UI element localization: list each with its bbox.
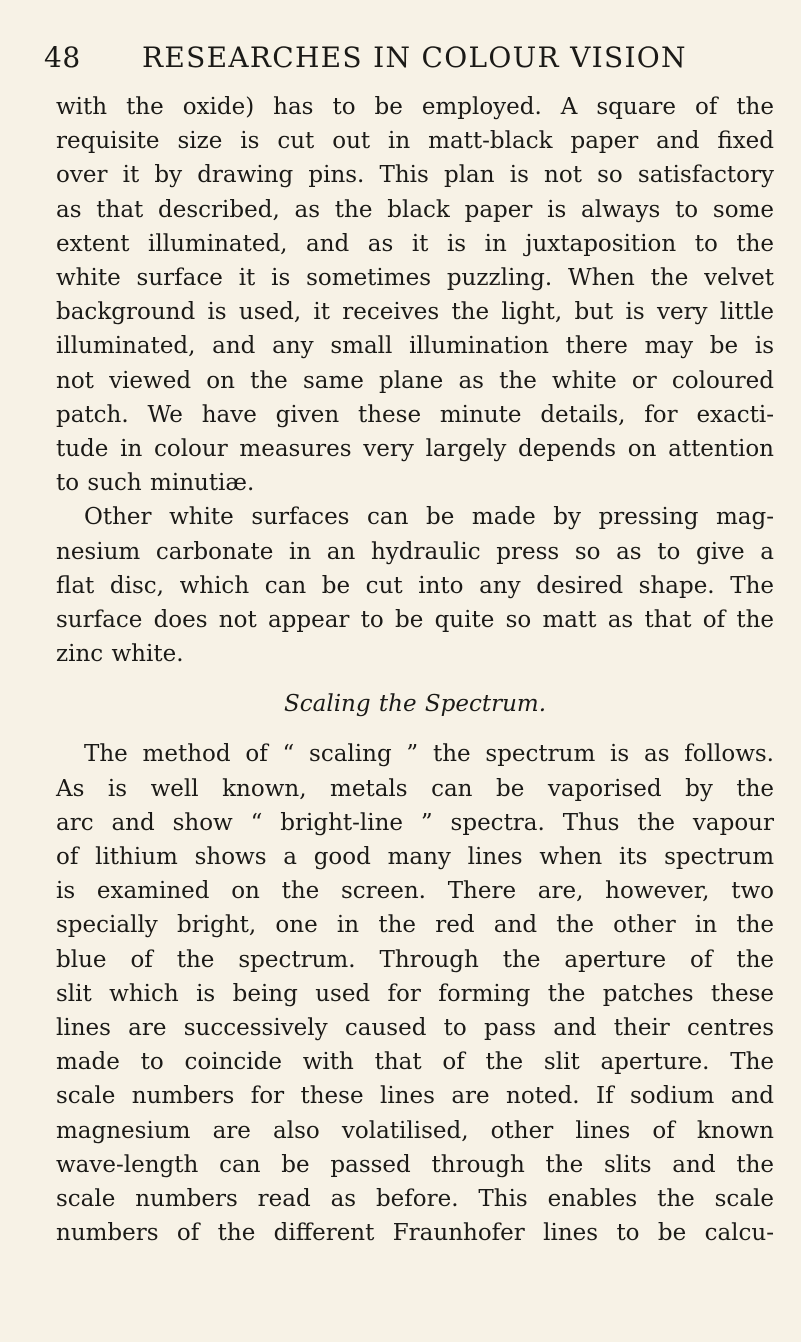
page-header bbox=[0, 36, 801, 76]
text-line: wave-length can be passed through the slits and the bbox=[56, 1151, 774, 1178]
text-line: zinc white. bbox=[56, 641, 184, 668]
page-number: 48 bbox=[44, 41, 81, 74]
paragraph-magnesium-carbonate bbox=[56, 500, 774, 671]
text-line: slit which is being used for forming the patches these bbox=[56, 980, 774, 1007]
text-line: requisite size is cut out in matt-black paper and fixed bbox=[56, 128, 774, 155]
text-line: The method of “ scaling ” the spectrum is as follows. bbox=[84, 741, 774, 768]
text-line: nesium carbonate in an hydraulic press so as to give a bbox=[56, 538, 774, 565]
text-line: extent illuminated, and as it is in juxtaposition to the bbox=[56, 230, 774, 257]
text-line: flat disc, which can be cut into any desired shape. The bbox=[56, 572, 774, 599]
text-line: Other white surfaces can be made by pressing mag- bbox=[84, 504, 774, 531]
paragraph-scaling-method bbox=[56, 737, 774, 1250]
text-line: white surface it is sometimes puzzling. When the velvet bbox=[56, 265, 774, 292]
text-line: with the oxide) has to be employed. A square of the bbox=[56, 94, 774, 120]
text-line: scale numbers for these lines are noted. If sodium and bbox=[56, 1083, 774, 1110]
text-line: numbers of the different Fraunhofer lines to be calcu- bbox=[56, 1220, 774, 1247]
text-line: background is used, it receives the light, but is very little bbox=[56, 299, 774, 326]
running-title: RESEARCHES IN COLOUR VISION bbox=[142, 41, 687, 74]
text-line: to such minutiæ. bbox=[56, 470, 255, 497]
text-line: surface does not appear to be quite so matt as that of the bbox=[56, 607, 774, 634]
text-line: specially bright, one in the red and the other in the bbox=[56, 912, 774, 939]
text-line: patch. We have given these minute details, for exacti- bbox=[56, 401, 774, 428]
text-line: magnesium are also volatilised, other lines of known bbox=[56, 1117, 774, 1144]
text-line: of lithium shows a good many lines when its spectrum bbox=[56, 844, 774, 871]
text-line: is examined on the screen. There are, however, two bbox=[56, 878, 774, 905]
text-line: over it by drawing pins. This plan is not so satisfactory bbox=[56, 162, 774, 189]
text-line: lines are successively caused to pass and their centres bbox=[56, 1015, 774, 1042]
text-line: blue of the spectrum. Through the aperture of the bbox=[56, 946, 774, 973]
paragraph-velvet-background bbox=[56, 90, 774, 500]
text-line: as that described, as the black paper is always to some bbox=[56, 196, 774, 223]
section-heading: Scaling the Spectrum. bbox=[283, 691, 547, 718]
text-line: scale numbers read as before. This enables the scale bbox=[56, 1186, 774, 1213]
text-line: arc and show “ bright-line ” spectra. Thus the vapour bbox=[56, 809, 774, 836]
text-line: made to coincide with that of the slit aperture. The bbox=[56, 1049, 774, 1076]
text-line: tude in colour measures very largely depends on attention bbox=[56, 436, 774, 463]
text-line: As is well known, metals can be vaporised by the bbox=[56, 775, 774, 802]
text-line: illuminated, and any small illumination there may be is bbox=[56, 333, 774, 360]
body-text bbox=[56, 90, 774, 1251]
text-line: not viewed on the same plane as the white or coloured bbox=[56, 367, 774, 394]
